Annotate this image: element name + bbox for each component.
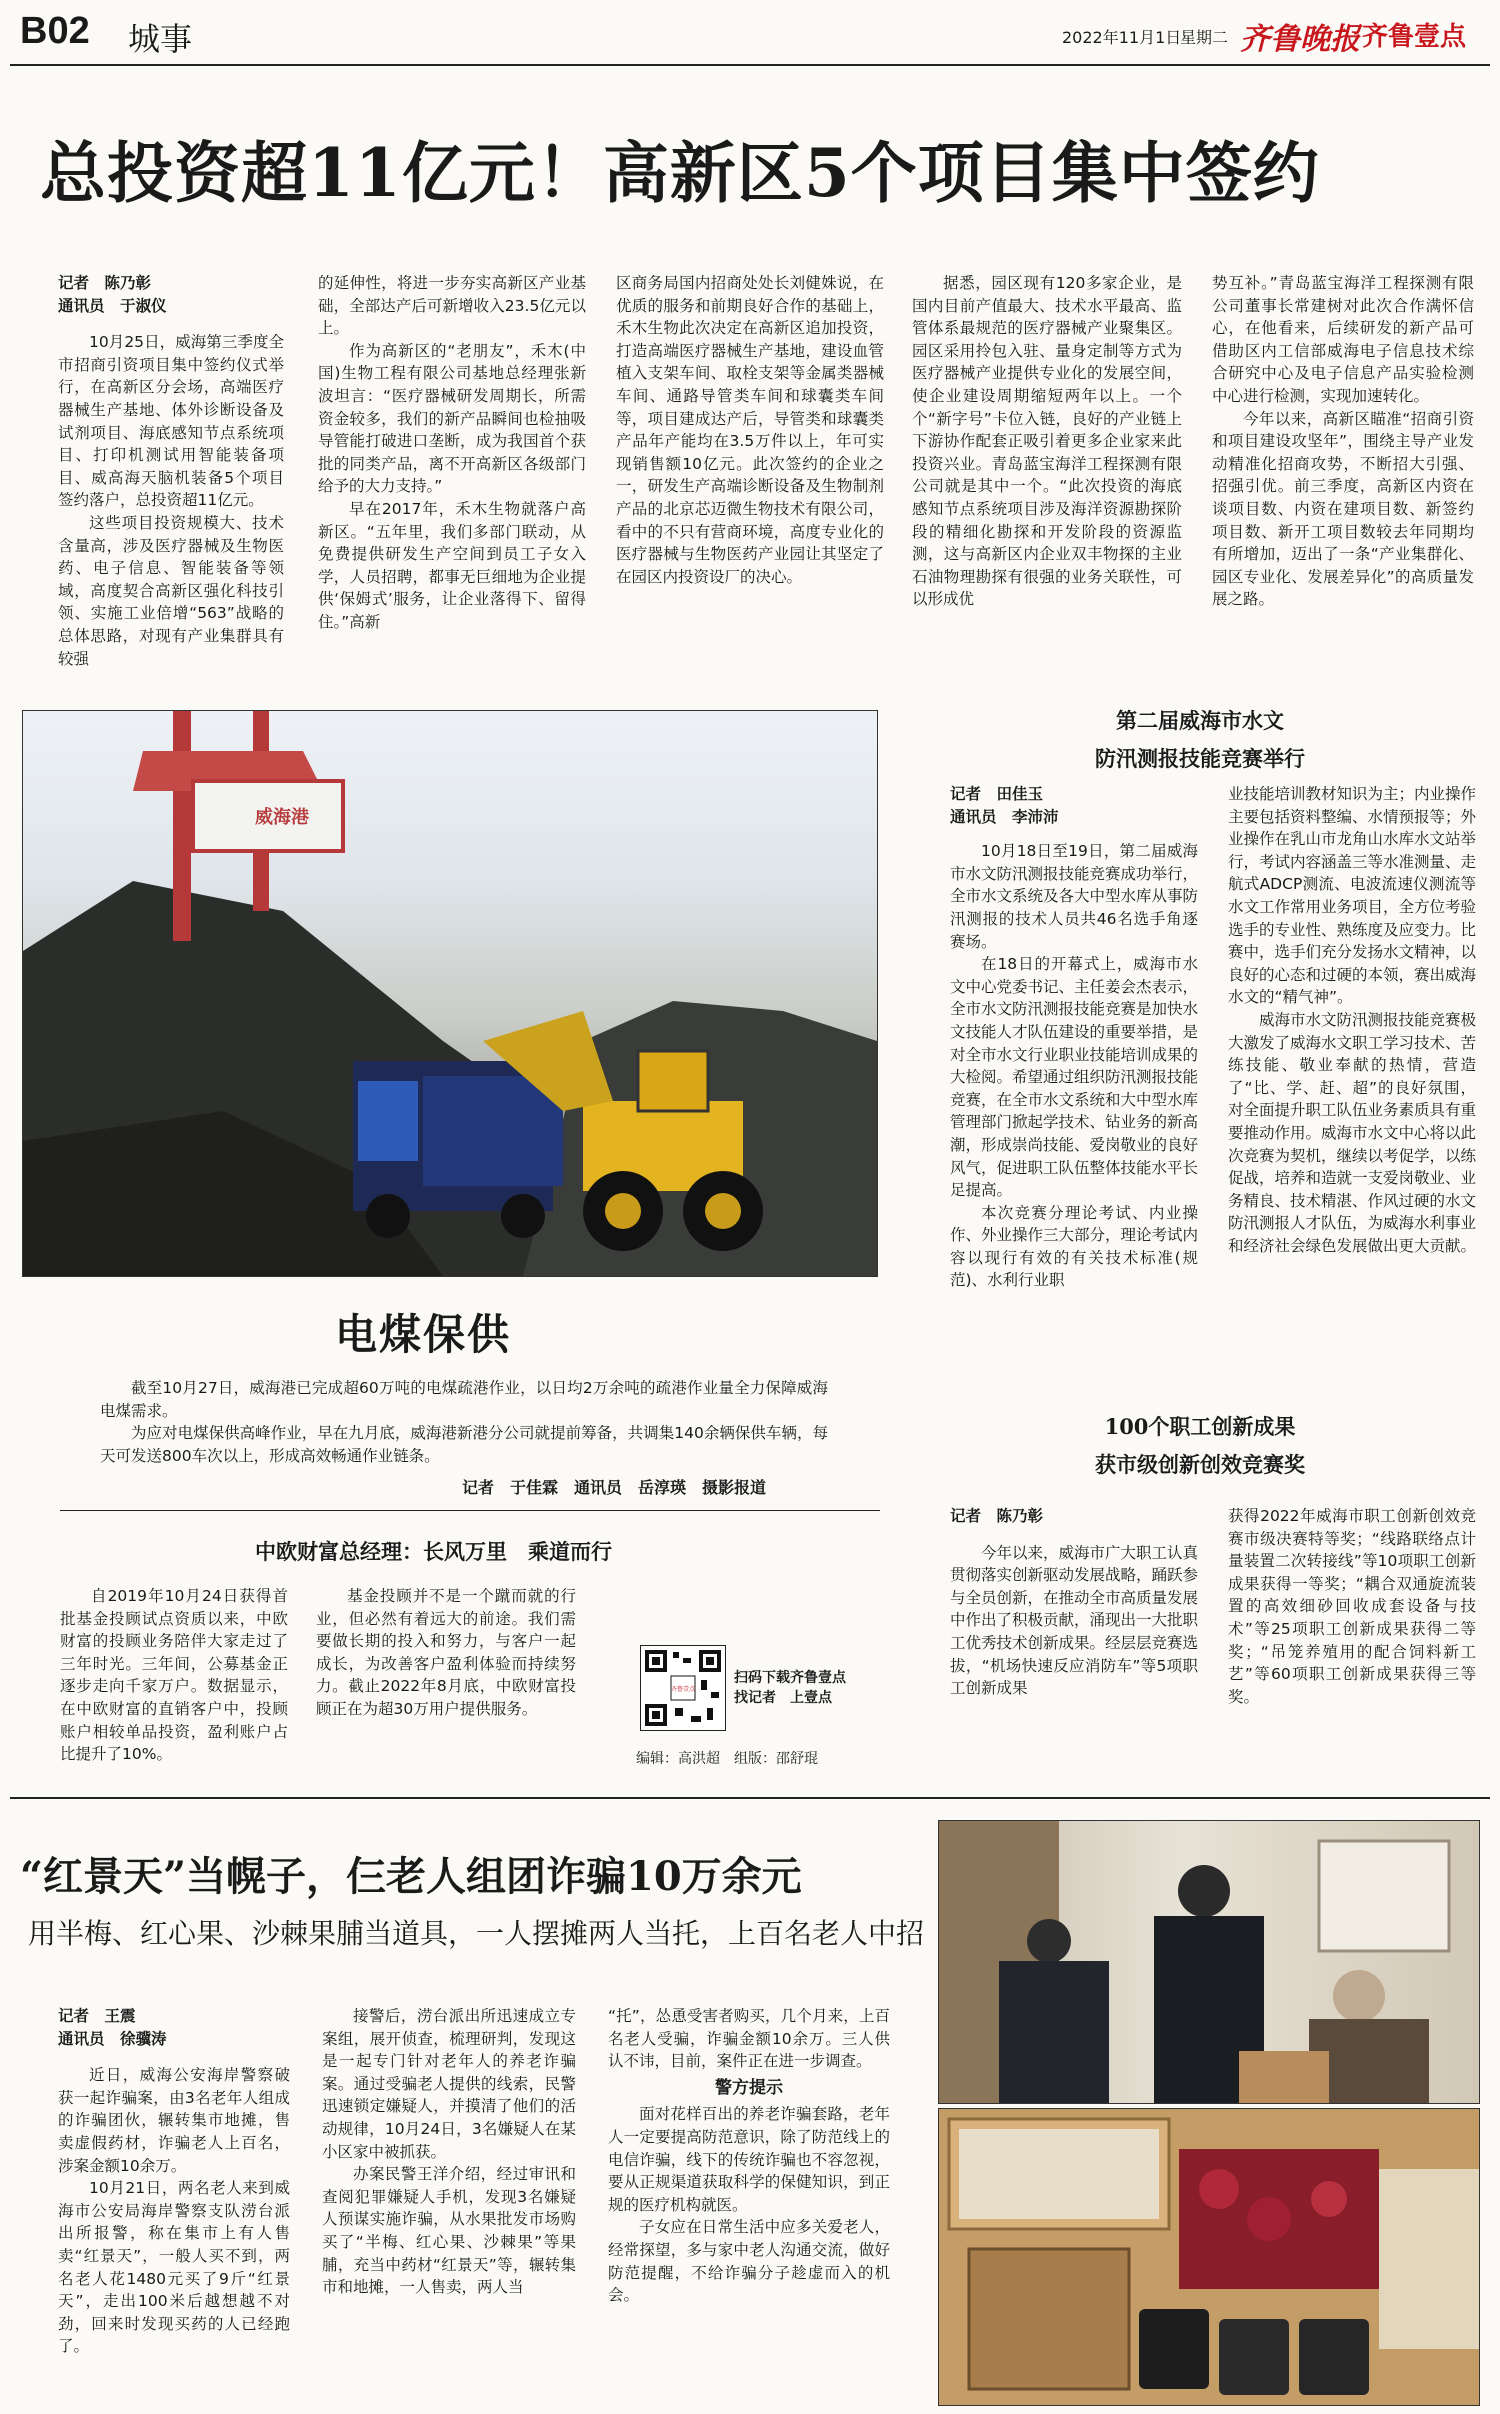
qr-caption-line-2: 找记者 上壹点 (734, 1690, 832, 1706)
issue-date: 2022年11月1日 (1062, 28, 1182, 47)
workers-byline: 记者 陈乃彰 (950, 1507, 1044, 1525)
scam-byline-reporter: 记者 王震 (58, 2007, 136, 2025)
workers-headline-line-2: 获市级创新创效竞赛奖 (1095, 1452, 1305, 1477)
lead-paragraph: 今年以来，高新区瞄准“招商引资和项目建设攻坚年”，围绕主导产业发动精准化招商攻势，不断招大引强、招强引优。前三季度，高新区内资在谈项目数、内资在建项目数、新签约项目数、新开工项目数较去年同期均有所增加，迈出了一条“产业集群化、园区专业化、发展差异化”的高质量发展之路。 (1212, 409, 1474, 609)
coal-scene-illustration (23, 711, 877, 1276)
hydro-byline-correspondent: 通讯员 李沛沛 (950, 807, 1059, 826)
workers-headline-line-1: 100个职工创新成果 (1104, 1414, 1296, 1439)
lead-column-5 (1212, 272, 1474, 672)
coal-credit: 记者 于佳霖 通讯员 岳淳瑛 摄影报道 (462, 1478, 767, 1497)
hydro-byline-reporter: 记者 田佳玉 (950, 785, 1044, 803)
workers-paragraph: 今年以来，威海市广大职工认真贯彻落实创新驱动发展战略，踊跃参与全员创新，在推动全市高质量发展中作出了积极贡献，涌现出一大批职工优秀技术创新成果。经层层竞赛选拔，“机场快速反应消防车”等5项职工创新成果 (950, 1543, 1198, 1698)
qr-code[interactable] (640, 1645, 726, 1731)
ad-column-1 (60, 1585, 288, 1765)
lead-paragraph: 早在2017年，禾木生物就落户高新区。“五年里，我们多部门联动，从免费提供研发生产空间到员工子女入学，人员招聘，都事无巨细地为企业提供‘保姆式’服务，让企业落得下、留得住。”高新 (318, 499, 586, 631)
section-name: 城事 (128, 20, 193, 58)
issue-weekday: 星期二 (1180, 28, 1229, 47)
crane-sign-text: 威海港 (255, 807, 309, 828)
lead-byline-reporter: 记者 陈乃彰 (58, 274, 152, 292)
workers-column-1 (950, 1505, 1198, 1805)
hydro-paragraph: 10月18日至19日，第二届威海市水文防汛测报技能竞赛成功举行，全市水文系统及各大中型水库从事防汛测报的技术人员共46名选手角逐赛场。 (950, 842, 1198, 951)
scam-paragraph: 接警后，涝台派出所迅速成立专案组，展开侦查，梳理研判，发现这是一起专门针对老年人的养老诈骗案。通过受骗老人提供的线索，民警迅速锁定嫌疑人，并摸清了他们的活动规律，10月24日，3名嫌疑人在某小区家中被抓获。 (322, 2007, 576, 2161)
lead-column-3 (616, 272, 884, 672)
scam-byline-correspondent: 通讯员 徐骥涛 (58, 2029, 167, 2048)
scam-subhead: 用半梅、红心果、沙棘果脯当道具，一人摆摊两人当托，上百名老人中招 (28, 1917, 925, 1950)
brand-logo: 齐鲁壹点 (1362, 22, 1467, 52)
coal-photo (22, 710, 878, 1277)
scam-column-3 (608, 2005, 890, 2405)
ad-top-rule (60, 1510, 880, 1511)
scam-paragraph: 10月21日，两名老人来到威海市公安局海岸警察支队涝台派出所报警，称在集市上有人售卖“红景天”，一般人买不到，两名老人花1480元买了9斤“红景天”，走出100米后越想越不对劲，回来时发现买药的人已经跑了。 (58, 2179, 290, 2356)
hydro-column-2 (1228, 783, 1476, 1383)
lead-paragraph: 这些项目投资规模大、技术含量高，涉及医疗器械及生物医药、电子信息、智能装备等领域，高度契合高新区强化科技引领、实施工业倍增“563”战略的总体思路，对现有产业集群具有较强 (58, 513, 284, 668)
workers-column-2 (1228, 1505, 1476, 1805)
scam-headline: “红景天”当幌子，仨老人组团诈骗10万余元 (20, 1853, 802, 1900)
scam-paragraph: 近日，威海公安海岸警察破获一起诈骗案，由3名老年人组成的诈骗团伙，辗转集市地摊，售卖虚假药材，诈骗老人上百名，涉案金额10余万。 (58, 2066, 290, 2175)
editor-credit: 编辑：高洪超 组版：邵舒琨 (636, 1751, 818, 1767)
arrest-scene-illustration (939, 1821, 1479, 2103)
qr-caption (734, 1668, 846, 1708)
paper-logo: 齐鲁晚报 (1240, 22, 1360, 57)
hydro-column-1 (950, 783, 1198, 1383)
hydro-headline-line-1: 第二届威海市水文 (1116, 708, 1284, 733)
hydro-headline (900, 702, 1500, 778)
header-rule (10, 64, 1490, 66)
lead-paragraph: 的延伸性，将进一步夯实高新区产业基础，全部达产后可新增收入23.5亿元以上。 (318, 274, 586, 338)
qr-caption-line-1: 扫码下载齐鲁壹点 (734, 1670, 846, 1686)
scam-column-2 (322, 2005, 576, 2405)
page-header (0, 0, 1500, 70)
scam-paragraph: 子女应在日常生活中应多关爱老人，经常探望，多与家中老人沟通交流，做好防范提醒，不给诈骗分子趁虚而入的机会。 (608, 2218, 890, 2305)
hydro-paragraph: 业技能培训教材知识为主；内业操作主要包括资料整编、水情预报等；外业操作在乳山市龙角山水库水文站举行，考试内容涵盖三等水准测量、走航式ADCP测流、电波流速仪测流等水文工作常用业务项目，全方位考验选手的专业性、熟练度及应变力。比赛中，选手们充分发扬水文精神，以良好的心态和过硬的本领，赛出威海水文的“精气神”。 (1228, 785, 1476, 1007)
coal-paragraph: 为应对电煤保供高峰作业，早在九月底，威海港新港分公司就提前筹备，共调集140余辆保供车辆，每天可发送800车次以上，形成高效畅通作业链条。 (100, 1424, 828, 1465)
workers-headline (900, 1408, 1500, 1484)
hydro-paragraph: 威海市水文防汛测报技能竞赛极大激发了威海水文职工学习技术、苦练技能、敬业奉献的热情，营造了“比、学、赶、超”的良好氛围，对全面提升职工队伍业务素质具有重要推动作用。威海市水文中心将以此次竞赛为契机，继续以考促学，以练促战，培养和造就一支爱岗敬业、业务精良、技术精湛、作风过硬的水文防汛测报人才队伍，为威海水利事业和经济社会绿色发展做出更大贡献。 (1228, 1010, 1476, 1255)
scam-paragraph: “托”，怂恿受害者购买，几个月来，上百名老人受骗，诈骗金额10余万。三人供认不讳，目前，案件正在进一步调查。 (608, 2007, 890, 2071)
lead-paragraph: 势互补。”青岛蓝宝海洋工程探测有限公司董事长常建树对此次合作满怀信心，在他看来，后续研发的新产品可借助区内工信部威海电子信息技术综合研究中心及电子信息产品实验检测中心进行检测，实现加速转化。 (1212, 274, 1474, 405)
coal-paragraph: 截至10月27日，威海港已完成超60万吨的电煤疏港作业，以日均2万余吨的疏港作业量全力保障威海电煤需求。 (100, 1379, 828, 1420)
lead-column-4 (912, 272, 1182, 672)
hydro-paragraph: 本次竞赛分理论考试、内业操作、外业操作三大部分，理论考试内容以现行有效的有关技术标准(规范)、水利行业职 (950, 1203, 1198, 1290)
ad-paragraph: 自2019年10月24日获得首批基金投顾试点资质以来，中欧财富的投顾业务陪伴大家走过了三年时光。三年间，公募基金正逐步走向千家万户。数据显示，在中欧财富的直销客户中，投顾账户相较单品投资，盈利账户占比提升了10%。 (60, 1587, 288, 1764)
lead-headline: 总投资超11亿元！高新区5个项目集中签约 (40, 134, 1320, 212)
lead-column-2 (318, 272, 586, 672)
evidence-photo (938, 2108, 1480, 2406)
scam-column-1 (58, 2005, 290, 2405)
lead-paragraph: 10月25日，威海第三季度全市招商引资项目集中签约仪式举行，在高新区分会场，高端医疗器械生产基地、体外诊断设备及试剂项目、海底感知节点系统项目、打印机测试用智能装备项目、威高海天脑机装备5个项目签约落户，总投资超11亿元。 (58, 333, 284, 510)
evidence-illustration (939, 2109, 1479, 2405)
workers-paragraph: 获得2022年威海市职工创新创效竞赛市级决赛特等奖；“线路联络点计量装置二次转接线”等10项职工创新成果获得一等奖；“耦合双通旋流装置的高效细砂回收成套设备与技术”等25项职工创新成果获得二等奖；“吊笼养殖用的配合饲料新工艺”等60项职工创新成果获得三等奖。 (1228, 1507, 1476, 1706)
lead-paragraph: 据悉，园区现有120多家企业，是国内目前产值最大、技术水平最高、监管体系最规范的医疗器械产业聚集区。园区采用拎包入驻、量身定制等方式为医疗器械产业提供专业化的发展空间，使企业建设周期缩短两年以上。一个个“新字号”卡位入链，良好的产业链上下游协作配套正吸引着更多企业家来此投资兴业。青岛蓝宝海洋工程探测有限公司就是其中一个。“此次投资的海底感知节点系统项目涉及海洋资源勘探阶段的精细化勘探和开发阶段的资源监测，这与高新区内企业双丰物探的主业石油物理勘探有很强的业务关联性，可以形成优 (912, 274, 1182, 609)
lead-paragraph: 区商务局国内招商处处长刘健姝说，在优质的服务和前期良好合作的基础上，禾木生物此次决定在高新区追加投资，打造高端医疗器械生产基地，建设血管植入支架车间、取栓支架等金属类器械车间、通路导管类车间和球囊类车间等，项目建成达产后，导管类和球囊类产品年产能均在3.5万件以上，年可实现销售额10亿元。此次签约的企业之一，研发生产高端诊断设备及生物制剂产品的北京芯迈微生物技术有限公司，看中的不只有营商环境，高度专业化的医疗器械与生物医药产业园让其坚定了在园区内投资设厂的决心。 (616, 274, 884, 586)
scam-paragraph: 面对花样百出的养老诈骗套路，老年人一定要提高防范意识，除了防范线上的电信诈骗，线下的传统诈骗也不容忽视，要从正规渠道获取科学的保健知识，到正规的医疗机构就医。 (608, 2105, 890, 2214)
coal-headline: 电煤保供 (335, 1310, 512, 1359)
ad-column-2 (316, 1585, 576, 1765)
lead-paragraph: 作为高新区的“老朋友”，禾木(中国)生物工程有限公司基地总经理张新波坦言：“医疗器械研发周期长，所需资金较多，我们的新产品瞬间也检抽吸导管能打破进口垄断，成为我国首个获批的同类产品，离不开高新区各级部门给予的大力支持。” (318, 341, 586, 496)
coal-body (100, 1377, 828, 1467)
hydro-paragraph: 在18日的开幕式上，威海市水文中心党委书记、主任姜会杰表示，全市水文防汛测报技能竞赛是加快水文技能人才队伍建设的重要举措，是对全市水文行业职业技能培训成果的大检阅。希望通过组织防汛测报技能竞赛，在全市水文系统和大中型水库管理部门掀起学技术、钻业务的新高潮，形成崇尚技能、爱岗敬业的良好风气，促进职工队伍整体技能水平长足提高。 (950, 955, 1198, 1200)
lead-byline-correspondent: 通讯员 于淑仪 (58, 296, 167, 315)
page-number: B02 (20, 10, 90, 52)
section-divider (10, 1797, 1490, 1799)
arrest-photo (938, 1820, 1480, 2104)
hydro-headline-line-2: 防汛测报技能竞赛举行 (1095, 746, 1305, 771)
scam-paragraph: 办案民警王洋介绍，经过审讯和查阅犯罪嫌疑人手机，发现3名嫌疑人预谋实施诈骗，从水果批发市场购买了“半梅、红心果、沙棘果”等果脯，充当中药材“红景天”等，辗转集市和地摊，一人售卖，两人当 (322, 2165, 576, 2297)
ad-paragraph: 基金投顾并不是一个蹴而就的行业，但必然有着远大的前途。我们需要做长期的投入和努力，与客户一起成长，为改善客户盈利体验而持续努力。截止2022年8月底，中欧财富投顾正在为超30万用户提供服务。 (316, 1587, 576, 1718)
ad-headline: 中欧财富总经理：长风万里 乘道而行 (255, 1539, 612, 1564)
qr-center-label: 齐鲁壹点 (670, 1686, 696, 1693)
police-tip-heading: 警方提示 (715, 2077, 783, 2098)
lead-column-1 (58, 272, 284, 672)
qr-code-pattern (641, 1646, 725, 1730)
